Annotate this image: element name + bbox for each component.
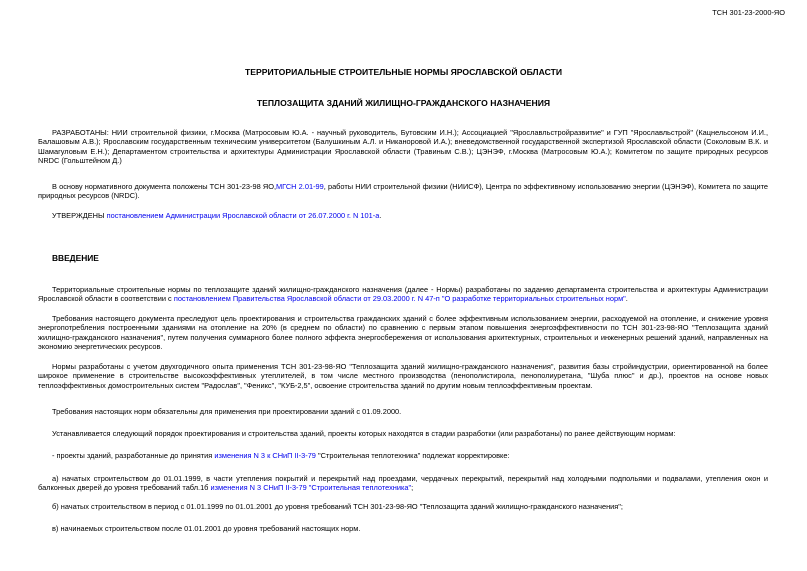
basis-paragraph xyxy=(38,182,768,201)
intro-paragraph-9: в) начинаемых строительством после 01.01.2001 до уровня требований настоящих норм. xyxy=(52,524,361,533)
approval-decree-link[interactable]: постановлением Администрации Ярославской области от 26.07.2000 г. N 101-а xyxy=(106,211,380,220)
subtitle: ТЕПЛОЗАЩИТА ЗДАНИЙ ЖИЛИЩНО-ГРАЖДАНСКОГО НАЗНАЧЕНИЯ xyxy=(256,98,551,108)
intro-paragraph-4: Требования настоящих норм обязательны для применения при проектировании зданий с 01.09.2000. xyxy=(52,407,402,416)
snip-change-link-2[interactable]: изменения N 3 СНиП II-3-79 "Строительная теплотехника" xyxy=(210,483,412,493)
snip-change-link[interactable]: изменения N 3 к СНиП II-3-79 xyxy=(214,451,316,460)
section-heading: ВВЕДЕНИЕ xyxy=(52,253,99,263)
main-title: ТЕРРИТОРИАЛЬНЫЕ СТРОИТЕЛЬНЫЕ НОРМЫ ЯРОСЛАВСКОЙ ОБЛАСТИ xyxy=(245,67,562,77)
basis-text-before: В основу нормативного документа положены ТСН 301-23-98 ЯО, xyxy=(52,182,277,191)
developed-paragraph: РАЗРАБОТАНЫ: НИИ строительной физики, г.Москва (Матросовым Ю.А. - научный руководитель, Бутовским И.Н.); Ассоциацией "Ярославльстройразвитие" и ГУП "Ярославльстрой" (Кацнельсоном И.И., Балашовым А.В.); Ярославским государственным техническим университетом (Балушкиным А.Л. и Никаноровой И.А.); вневедомственной государственной экспертизой Ярославской области (Соколовым В.К. и Шамагуловым Е.Н.); Департаментом строительства и архитектуры Администрации Ярославской области (Травиным С.В.); ЦЭНЭФ, г.Москва (Матросовым Ю.А.); Комитетом по защите природных ресурсов NRDC (Гольштейном Д.) xyxy=(38,128,768,165)
intro-paragraph-6: - проекты зданий, разработанные до принятия изменения N 3 к СНиП II-3-79 "Строительная теплотехника" подлежат корректировке: xyxy=(52,451,510,460)
intro-paragraph-3: Нормы разработаны с учетом двухгодичного опыта применения ТСН 301-23-98-ЯО "Теплозащита зданий жилищно-гражданского назначения", развития базы стройиндустрии, ориентированной на более широкое применение в строительстве высокоэффективных утеплителей, в том числе местного производства (пенополистирола, пенополиуретана, "Шуба плюс" и др.), проектов на основе новых теплоэффективных домостроительных систем "Радослав", "Феникс", "КУБ-2,5", освоение строительства зданий по другим новым теплоэффективным проектам. xyxy=(38,362,768,390)
intro-paragraph-8: б) начатых строительством в период с 01.01.1999 по 01.01.2001 до уровня требований ТСН 301-23-98-ЯО "Теплозащита зданий жилищно-гражданского назначения"; xyxy=(52,502,623,511)
document-code: ТСН 301-23-2000-ЯО xyxy=(712,8,785,17)
intro-paragraph-5: Устанавливается следующий порядок проектирования и строительства зданий, проекты которых находятся в стадии разработки (или разработаны) по ранее действующим нормам: xyxy=(52,429,676,438)
basis-text-after: , работы НИИ строительной физики (НИИСФ), Центра по эффективному использованию энергии (ЦЭНЭФ), Комитета по защите природных ресурсов (NRDC). xyxy=(38,182,768,201)
intro-paragraph-1: Территориальные строительные нормы по теплозащите зданий жилищно-гражданского назначения (далее - Нормы) разработаны по заданию департамента строительства и архитектуры Администрации Ярославской области в соответствии с постановлением Правительства Ярославской области от 29.03.2000 г. N 47-п "О разработке территориальных строительных норм". xyxy=(38,285,768,304)
approved-paragraph: УТВЕРЖДЕНЫ постановлением Администрации Ярославской области от 26.07.2000 г. N 101-а. xyxy=(52,211,382,220)
intro-paragraph-2: Требования настоящего документа преследуют цель проектирования и строительства гражданских зданий с более эффективным использованием энергии, расходуемой на отопление, и снижение уровня энергопотребления построенными зданиями на отопление на 20% (в среднем по области) по сравнению с первым этапом повышения энергоэффективности по ТСН 301-23-98-ЯО "Теплозащита зданий жилищно-гражданского назначения", путем получения суммарного более полного эффекта энергосбережения от использования архитектурных, строительных и инженерных решений зданий, направленных на экономию энергетических ресурсов. xyxy=(38,314,768,351)
government-decree-link[interactable]: постановлением Правительства Ярославской области от 29.03.2000 г. N 47-п "О разработке территориальных строительных норм" xyxy=(173,294,626,304)
approved-label: УТВЕРЖДЕНЫ xyxy=(52,211,105,220)
mgsn-link[interactable]: МГСН 2.01-99 xyxy=(276,182,324,191)
intro-paragraph-7: а) начатых строительством до 01.01.1999, в части утепления покрытий и перекрытий над проездами, чердачных перекрытий, перекрытий над холодными подпольями и подвалами, утепления окон и балконных дверей до уровня требований табл.1б изменения N 3 СНиП II-3-79 "Строительная теплотехника"; xyxy=(38,474,768,493)
